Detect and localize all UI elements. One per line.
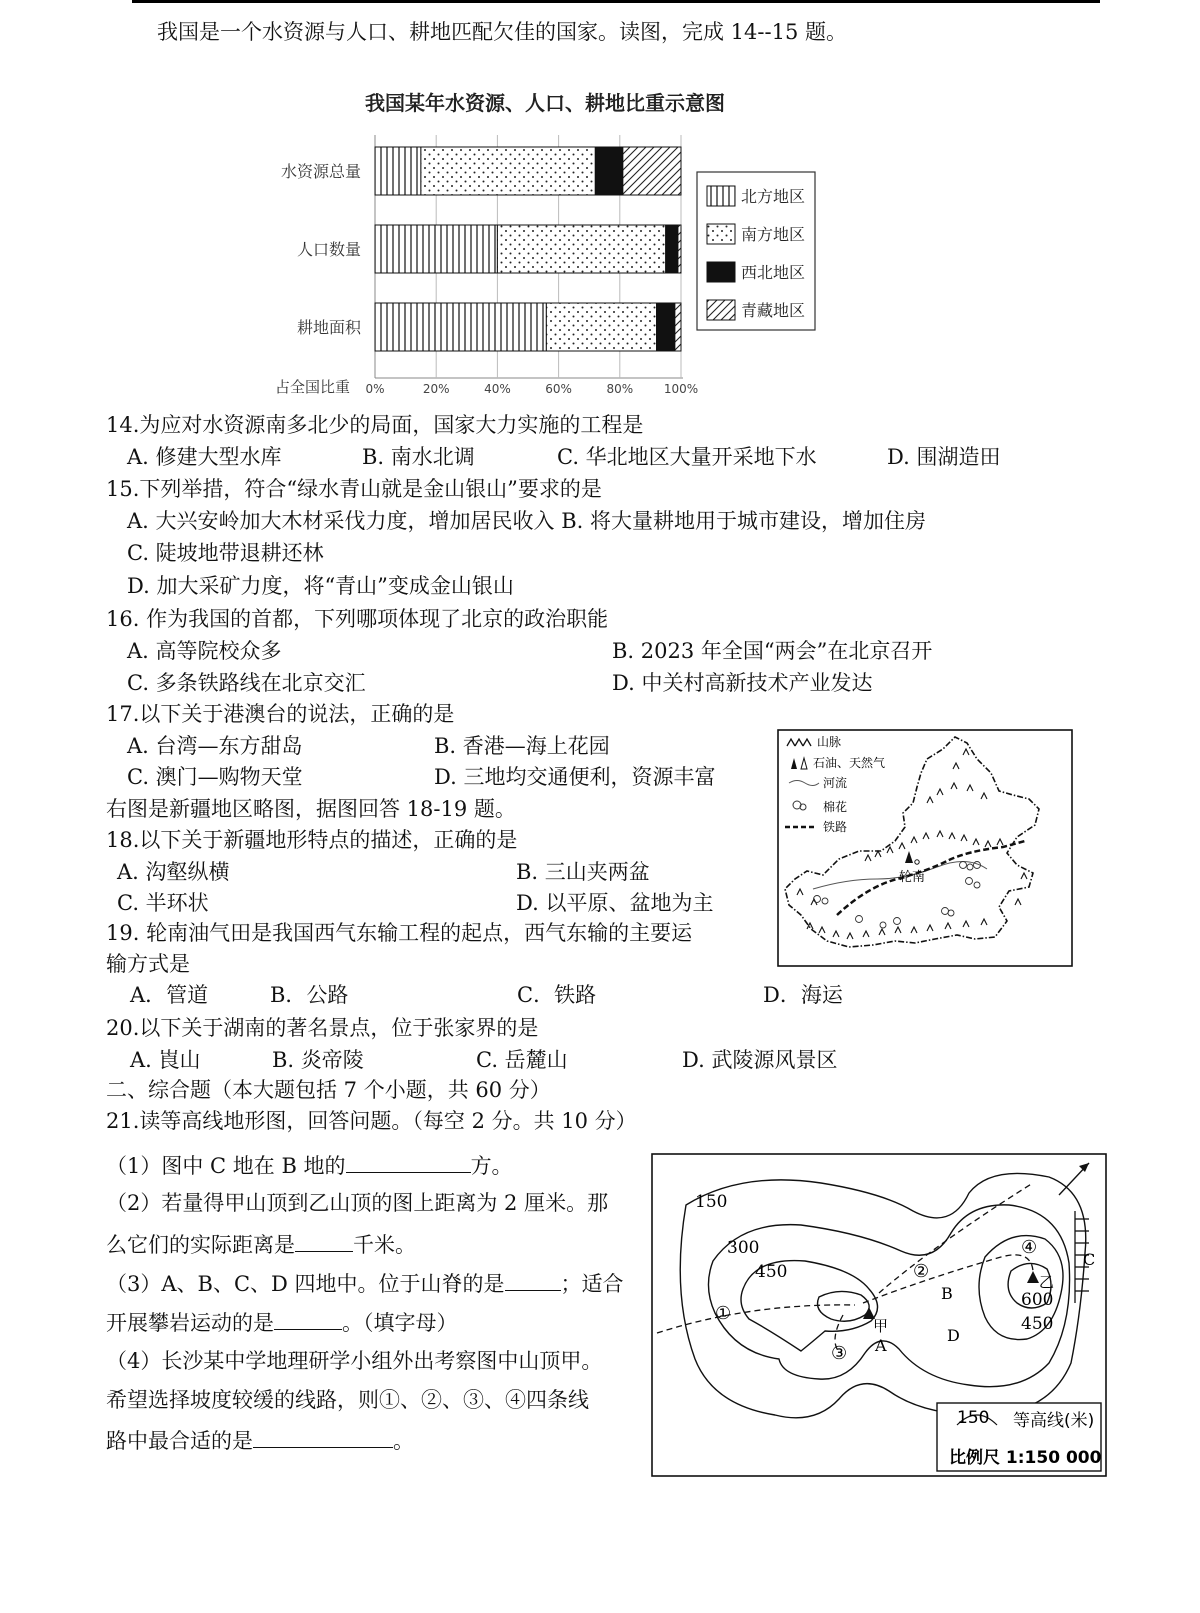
q14-option-b: B. 南水北调 <box>362 445 475 469</box>
legend-cotton: 棉花 <box>823 800 848 814</box>
route-label: ② <box>913 1261 930 1282</box>
q16-option-a: A. 高等院校众多 <box>127 639 282 663</box>
bars <box>375 147 681 351</box>
route-label: ① <box>715 1303 732 1324</box>
q20-option-d: D. 武陵源风景区 <box>682 1048 838 1072</box>
q20-stem: 20.以下关于湖南的著名景点，位于张家界的是 <box>106 1016 539 1040</box>
q16-option-b: B. 2023 年全国“两会”在北京召开 <box>612 639 933 663</box>
peak-yi-label: 乙 <box>1039 1273 1055 1291</box>
q14-stem: 14.为应对水资源南多北少的局面，国家大力实施的工程是 <box>106 413 644 437</box>
answer-blank-2[interactable] <box>295 1229 353 1252</box>
q21-part3-line1: （3）A、B、C、D 四地中。位于山脊的是 ；适合 <box>106 1268 624 1298</box>
point-label-b: B <box>941 1284 953 1303</box>
legend-railway: 铁路 <box>823 820 848 834</box>
category-labels <box>281 162 362 337</box>
q21-part2-line2: 么它们的实际距离是 千米。 <box>106 1229 416 1259</box>
elevation-label: 450 <box>1021 1314 1054 1334</box>
elevation-label: 150 <box>695 1192 728 1212</box>
legend-oil-gas: 石油、天然气 <box>813 756 886 770</box>
q18-stem: 18.以下关于新疆地形特点的描述，正确的是 <box>106 828 518 852</box>
q19-option-d: D．海运 <box>763 983 843 1007</box>
q17-option-c: C. 澳门—购物天堂 <box>127 765 303 789</box>
bar-segment <box>595 147 623 195</box>
q14-option-d: D. 围湖造田 <box>887 445 1001 469</box>
elevation-label: 600 <box>1021 1290 1054 1310</box>
answer-blank-5[interactable] <box>253 1425 393 1448</box>
legend-mountain: 山脉 <box>817 735 842 749</box>
x-tick-label: 80% <box>606 382 634 396</box>
q20-option-a: A. 崀山 <box>130 1048 201 1072</box>
water-population-farmland-chart <box>265 80 855 410</box>
bar-segment <box>657 303 675 351</box>
legend-swatch <box>707 262 735 282</box>
q15-option-ab: A. 大兴安岭加大木材采伐力度，增加居民收入 B. 将大量耕地用于城市建设，增加住房 <box>127 509 926 533</box>
q15-stem: 15.下列举措，符合“绿水青山就是金山银山”要求的是 <box>106 477 602 501</box>
q17-option-b: B. 香港—海上花园 <box>434 734 610 758</box>
route-label: ④ <box>1021 1237 1038 1258</box>
q16-stem: 16. 作为我国的首都，下列哪项体现了北京的政治职能 <box>106 607 609 631</box>
q18-option-d: D. 以平原、盆地为主 <box>516 891 714 915</box>
legend-river: 河流 <box>823 776 848 790</box>
scale-label: 比例尺 1:150 000 <box>949 1448 1102 1468</box>
q16-option-c: C. 多条铁路线在北京交汇 <box>127 671 366 695</box>
q18-option-b: B. 三山夹两盆 <box>516 860 650 884</box>
q16-option-d: D. 中关村高新技术产业发达 <box>612 671 873 695</box>
chart-title: 我国某年水资源、人口、耕地比重示意图 <box>365 91 725 115</box>
bar-segment <box>666 225 678 273</box>
bar-segment <box>546 303 656 351</box>
legend-label: 北方地区 <box>741 187 806 206</box>
legend-swatch <box>707 300 735 320</box>
contour-legend-value: 150 <box>957 1408 990 1428</box>
q19-option-a: A．管道 <box>130 983 209 1007</box>
q21-part4-line1: （4）长沙某中学地理研学小组外出考察图中山顶甲。 <box>106 1349 603 1373</box>
legend-swatch <box>707 186 735 206</box>
q17-option-d: D. 三地均交通便利，资源丰富 <box>434 765 716 789</box>
q19-option-b: B．公路 <box>270 983 349 1007</box>
point-label-c: C <box>1083 1250 1096 1269</box>
xinjiang-sketch-map <box>777 729 1073 967</box>
answer-blank-1[interactable] <box>346 1150 471 1173</box>
q15-option-d: D. 加大采矿力度，将“青山”变成金山银山 <box>127 574 514 598</box>
xinjiang-intro: 右图是新疆地区略图，据图回答 18-19 题。 <box>106 797 516 821</box>
legend-label: 南方地区 <box>741 225 806 244</box>
x-tick-labels <box>365 382 698 396</box>
q17-option-a: A. 台湾—东方甜岛 <box>127 734 303 758</box>
contour-map <box>651 1153 1107 1477</box>
q19-option-c: C．铁路 <box>517 983 597 1007</box>
q14-option-a: A. 修建大型水库 <box>127 445 282 469</box>
bar-segment <box>375 147 421 195</box>
answer-blank-4[interactable] <box>274 1307 342 1330</box>
q18-option-a: A. 沟壑纵横 <box>117 860 230 884</box>
legend-swatch <box>707 224 735 244</box>
top-rule <box>132 0 1100 3</box>
bar-segment <box>497 225 665 273</box>
category-label: 耕地面积 <box>296 318 361 337</box>
contour-legend-label: 等高线(米) <box>1013 1411 1095 1431</box>
q19-stem-line1: 19. 轮南油气田是我国西气东输工程的起点，西气东输的主要运 <box>106 921 693 945</box>
elevation-label: 300 <box>727 1238 760 1258</box>
category-label: 水资源总量 <box>280 162 361 181</box>
bar-segment <box>623 147 681 195</box>
q21-part3-line2: 开展攀岩运动的是 。（填字母） <box>106 1307 458 1337</box>
intro-text: 我国是一个水资源与人口、耕地匹配欠佳的国家。读图，完成 14--15 题。 <box>157 20 847 44</box>
x-tick-label: 60% <box>545 382 572 396</box>
bar-segment <box>678 225 681 273</box>
category-label: 人口数量 <box>296 240 361 259</box>
lunnan-label: 轮南 <box>899 870 926 885</box>
x-tick-label: 40% <box>484 382 511 396</box>
q21-part1: （1）图中 C 地在 B 地的 方。 <box>106 1150 513 1180</box>
x-axis-label: 占全国比重 <box>275 378 351 396</box>
q14-option-c: C. 华北地区大量开采地下水 <box>557 445 817 469</box>
answer-blank-3[interactable] <box>505 1268 561 1291</box>
elevation-label: 450 <box>755 1262 788 1282</box>
q19-stem-line2: 输方式是 <box>106 952 190 976</box>
bar-segment <box>421 147 595 195</box>
section2-heading: 二、综合题（本大题包括 7 个小题，共 60 分） <box>106 1078 551 1102</box>
x-tick-label: 100% <box>663 382 699 396</box>
x-tick-label: 20% <box>422 382 450 396</box>
q18-option-c: C. 半环状 <box>117 891 209 915</box>
route-label: ③ <box>831 1343 848 1364</box>
q21-part4-line3: 路中最合适的是 。 <box>106 1425 414 1455</box>
lunnan-point <box>915 860 919 864</box>
point-label-a: A <box>875 1336 887 1355</box>
q15-option-c: C. 陡坡地带退耕还林 <box>127 541 324 565</box>
q20-option-b: B. 炎帝陵 <box>272 1048 364 1072</box>
x-tick-label: 0% <box>365 382 385 396</box>
q17-stem: 17.以下关于港澳台的说法，正确的是 <box>106 702 455 726</box>
q21-stem: 21.读等高线地形图，回答问题。（每空 2 分。共 10 分） <box>106 1109 637 1133</box>
point-label-d: D <box>947 1326 960 1345</box>
q21-part2-line1: （2）若量得甲山顶到乙山顶的图上距离为 2 厘米。那 <box>106 1191 609 1215</box>
q20-option-c: C. 岳麓山 <box>476 1048 568 1072</box>
legend-label: 青藏地区 <box>741 301 806 320</box>
bar-segment <box>375 225 497 273</box>
peak-jia-label: 甲 <box>873 1317 889 1335</box>
q21-part4-line2: 希望选择坡度较缓的线路，则①、②、③、④四条线 <box>106 1388 589 1412</box>
legend-label: 西北地区 <box>741 263 806 282</box>
bar-segment <box>375 303 546 351</box>
bar-segment <box>675 303 681 351</box>
